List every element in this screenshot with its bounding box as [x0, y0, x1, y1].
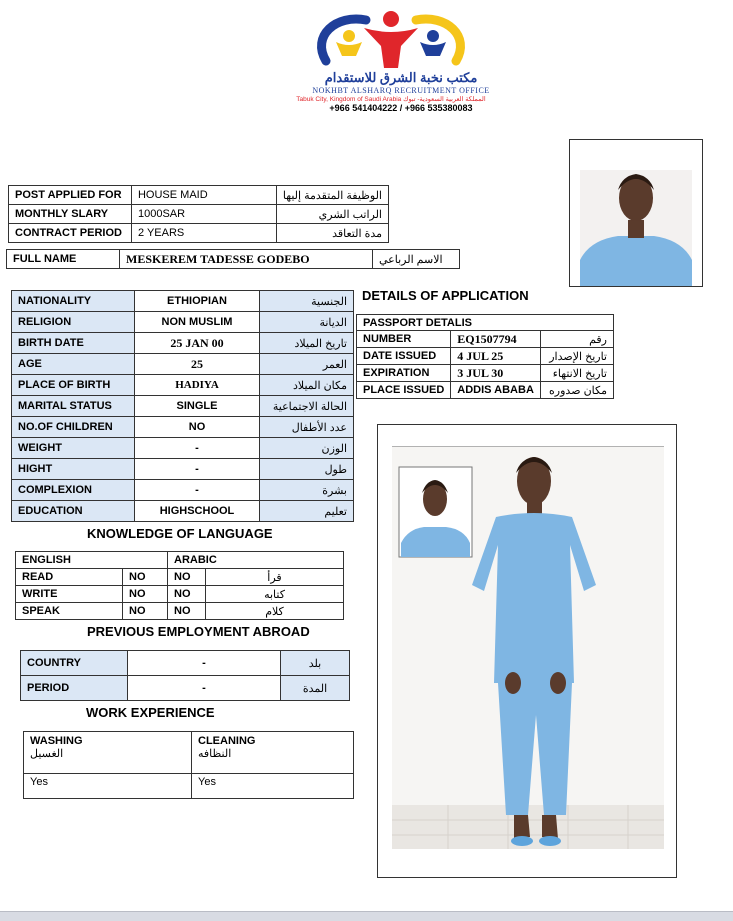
personal-row [12, 375, 354, 396]
employment-label: PERIOD [21, 676, 128, 701]
personal-label: COMPLEXION [12, 480, 135, 501]
language-label: READ [16, 569, 123, 586]
passport-label-ar: رقم [540, 331, 613, 348]
personal-label-ar: عدد الأطفال [260, 417, 354, 438]
language-label: WRITE [16, 586, 123, 603]
language-ar-value: NO [168, 586, 206, 603]
personal-row [12, 354, 354, 375]
logo-phones: +966 541404222 / +966 535380083 [329, 103, 473, 113]
logo-emblem [306, 6, 476, 72]
personal-label: BIRTH DATE [12, 333, 135, 354]
personal-label-ar: العمر [260, 354, 354, 375]
job-label: MONTHLY SLARY [9, 205, 132, 224]
full-name-value: MESKEREM TADESSE GODEBO [120, 250, 373, 269]
personal-value: 25 [135, 354, 260, 375]
passport-value: 3 JUL 30 [451, 365, 541, 382]
experience-item [192, 732, 354, 774]
job-row [9, 205, 389, 224]
personal-value: NO [135, 417, 260, 438]
agency-logo [236, 6, 546, 112]
passport-value: ADDIS ABABA [451, 382, 541, 399]
personal-row [12, 480, 354, 501]
personal-row [12, 459, 354, 480]
full-name-label-ar: الاسم الرباعي [373, 250, 460, 269]
employment-label: COUNTRY [21, 651, 128, 676]
employment-heading: PREVIOUS EMPLOYMENT ABROAD [87, 624, 310, 639]
personal-row [12, 501, 354, 522]
experience-value: Yes [24, 774, 192, 799]
passport-label: PLACE ISSUED [357, 382, 451, 399]
passport-label-ar: تاريخ الانتهاء [540, 365, 613, 382]
job-label: POST APPLIED FOR [9, 186, 132, 205]
personal-value: HADIYA [135, 375, 260, 396]
personal-row [12, 417, 354, 438]
experience-heading: WORK EXPERIENCE [86, 705, 215, 720]
logo-arabic-name: مكتب نخبة الشرق للاستقدام [324, 70, 478, 85]
passport-label: NUMBER [357, 331, 451, 348]
personal-row [12, 396, 354, 417]
personal-value: 25 JAN 00 [135, 333, 260, 354]
language-row [16, 569, 344, 586]
language-label: SPEAK [16, 603, 123, 620]
personal-value: - [135, 438, 260, 459]
personal-row [12, 312, 354, 333]
personal-label: NATIONALITY [12, 291, 135, 312]
experience-label: WASHING [30, 735, 83, 747]
employment-label-ar: المدة [281, 676, 350, 701]
job-value: HOUSE MAID [131, 186, 276, 205]
personal-label: PLACE OF BIRTH [12, 375, 135, 396]
passport-label-ar: مكان صدوره [540, 382, 613, 399]
full-name-label: FULL NAME [7, 250, 120, 269]
logo-location: Tabuk City, Kingdom of Saudi Arabia المملكة العربية السعودية- تبوك [296, 96, 486, 103]
personal-label-ar: الجنسية [260, 291, 354, 312]
employment-table [20, 650, 350, 701]
personal-value: SINGLE [135, 396, 260, 417]
personal-value: HIGHSCHOOL [135, 501, 260, 522]
personal-label-ar: الحالة الاجتماعية [260, 396, 354, 417]
job-row [9, 186, 389, 205]
language-header-row [16, 552, 344, 569]
personal-label: MARITAL STATUS [12, 396, 135, 417]
passport-label: EXPIRATION [357, 365, 451, 382]
language-label-ar: كتابه [206, 586, 344, 603]
personal-label: RELIGION [12, 312, 135, 333]
employment-value: - [128, 651, 281, 676]
employment-row [21, 676, 350, 701]
passport-title: PASSPORT DETALIS [357, 315, 614, 331]
experience-item [24, 732, 192, 774]
experience-label-ar: النظافه [198, 748, 232, 760]
page-bottom-bar [0, 911, 733, 921]
portrait-image [570, 140, 702, 286]
passport-label-ar: تاريخ الإصدار [540, 348, 613, 365]
passport-row [357, 348, 614, 365]
full-body-image [378, 425, 676, 877]
personal-label: WEIGHT [12, 438, 135, 459]
job-row [9, 224, 389, 243]
language-row [16, 586, 344, 603]
employment-value: - [128, 676, 281, 701]
job-table [8, 185, 389, 243]
job-label-ar: الراتب الشري [276, 205, 388, 224]
personal-label: HIGHT [12, 459, 135, 480]
full-name-row [7, 250, 460, 269]
passport-value: EQ1507794 [451, 331, 541, 348]
personal-value: ETHIOPIAN [135, 291, 260, 312]
experience-header-row [24, 732, 354, 774]
personal-row [12, 333, 354, 354]
personal-row [12, 291, 354, 312]
language-ar-value: NO [168, 603, 206, 620]
job-label-ar: الوظيفة المتقدمة إليها [276, 186, 388, 205]
job-label-ar: مدة التعاقد [276, 224, 388, 243]
job-value: 2 YEARS [131, 224, 276, 243]
personal-label-ar: تاريخ الميلاد [260, 333, 354, 354]
personal-value: - [135, 480, 260, 501]
full-name-table [6, 249, 460, 269]
language-ar-value: NO [168, 569, 206, 586]
full-body-photo [377, 424, 677, 878]
personal-label: AGE [12, 354, 135, 375]
passport-label: DATE ISSUED [357, 348, 451, 365]
personal-label: NO.OF CHILDREN [12, 417, 135, 438]
job-label: CONTRACT PERIOD [9, 224, 132, 243]
details-heading: DETAILS OF APPLICATION [362, 288, 529, 303]
language-en-value: NO [123, 569, 168, 586]
employment-row [21, 651, 350, 676]
personal-label-ar: الوزن [260, 438, 354, 459]
employment-label-ar: بلد [281, 651, 350, 676]
personal-label-ar: طول [260, 459, 354, 480]
personal-row [12, 438, 354, 459]
personal-value: - [135, 459, 260, 480]
experience-label-ar: الغسيل [30, 748, 64, 760]
personal-value: NON MUSLIM [135, 312, 260, 333]
personal-label-ar: بشرة [260, 480, 354, 501]
personal-label-ar: تعليم [260, 501, 354, 522]
logo-english-name: NOKHBT ALSHARQ RECRUITMENT OFFICE [312, 86, 490, 95]
passport-title-row [357, 315, 614, 331]
language-en-value: NO [123, 603, 168, 620]
experience-value: Yes [192, 774, 354, 799]
language-row [16, 603, 344, 620]
personal-label-ar: مكان الميلاد [260, 375, 354, 396]
language-label-ar: قرأ [206, 569, 344, 586]
portrait-photo [569, 139, 703, 287]
job-value: 1000SAR [131, 205, 276, 224]
passport-row [357, 331, 614, 348]
personal-label: EDUCATION [12, 501, 135, 522]
language-en-value: NO [123, 586, 168, 603]
language-col-arabic: ARABIC [168, 552, 344, 569]
language-table [15, 551, 344, 620]
language-heading: KNOWLEDGE OF LANGUAGE [87, 526, 273, 541]
passport-row [357, 382, 614, 399]
personal-table [11, 290, 354, 522]
personal-label-ar: الديانة [260, 312, 354, 333]
passport-value: 4 JUL 25 [451, 348, 541, 365]
language-label-ar: كلام [206, 603, 344, 620]
experience-label: CLEANING [198, 735, 256, 747]
passport-table [356, 314, 614, 399]
experience-value-row [24, 774, 354, 799]
language-col-english: ENGLISH [16, 552, 168, 569]
passport-row [357, 365, 614, 382]
experience-table [23, 731, 354, 799]
